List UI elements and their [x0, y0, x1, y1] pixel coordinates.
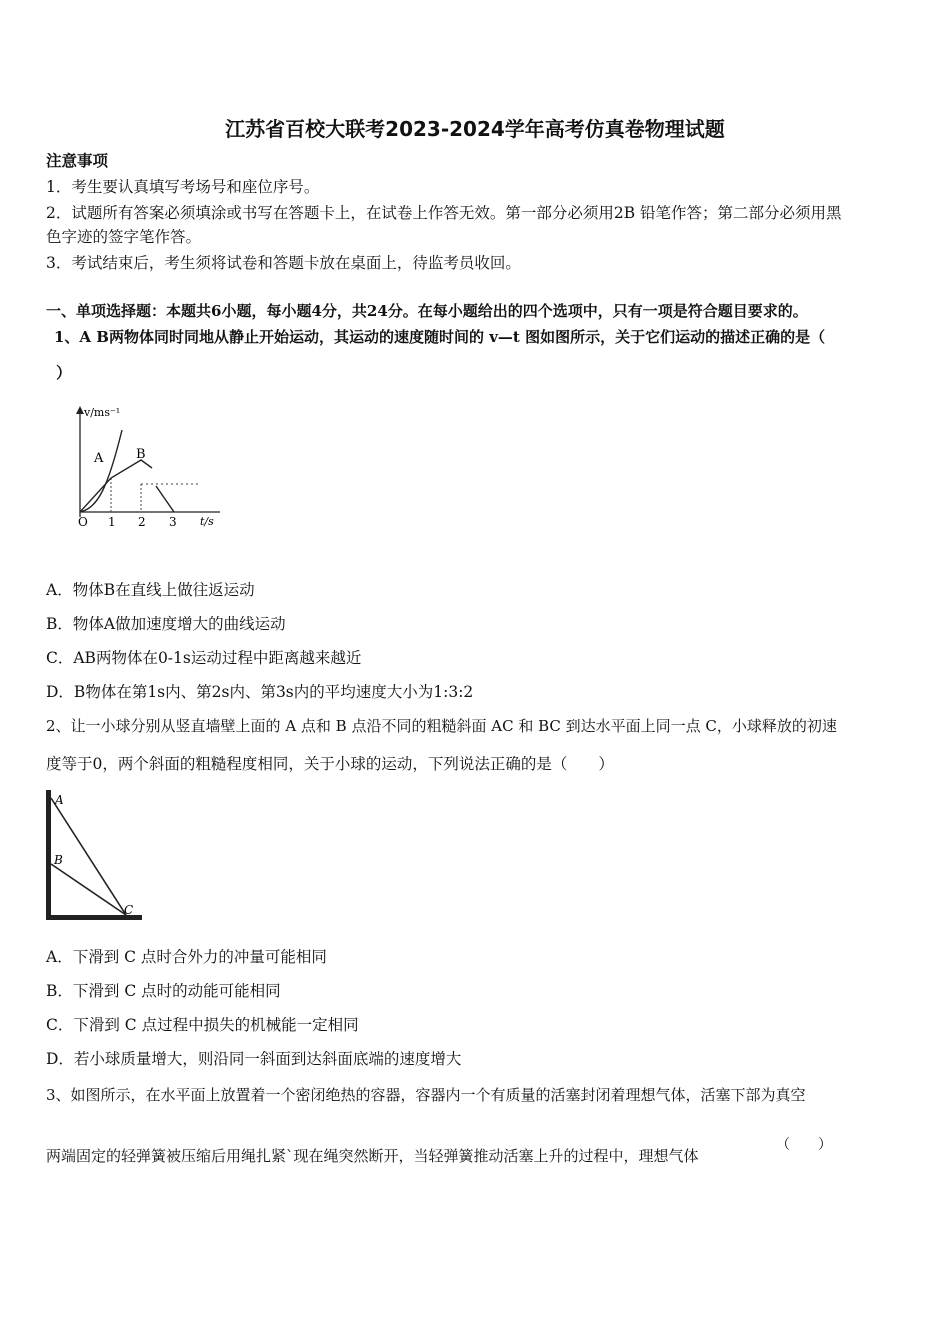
- x-axis-label: t/s: [200, 515, 214, 528]
- q2-stem-cont: 度等于0，两个斜面的粗糙程度相同，关于小球的运动，下列说法正确的是（ ）: [46, 755, 614, 773]
- line-b-label: B: [136, 447, 146, 462]
- tick-label-1: 1: [108, 515, 116, 529]
- notice-item-3: 3．考试结束后，考生须将试卷和答题卡放在桌面上，待监考员收回。: [46, 254, 521, 272]
- point-a-label: A: [55, 793, 64, 807]
- exam-title: 江苏省百校大联考2023-2024学年高考仿真卷物理试题: [225, 117, 725, 141]
- wall: [46, 790, 51, 920]
- q3-stem-cont: 两端固定的轻弹簧被压缩后用绳扎紧`现在绳突然断开，当轻弹簧推动活塞上升的过程中，理想气体: [46, 1147, 699, 1165]
- origin-label: O: [78, 515, 88, 529]
- q1-vt-graph: [70, 402, 230, 532]
- tick-label-2: 2: [138, 515, 146, 529]
- point-b-label: B: [54, 853, 63, 867]
- q2-option-b: B．下滑到 C 点时的动能可能相同: [46, 982, 281, 1000]
- notice-item-2: 2．试题所有答案必须填涂或书写在答题卡上，在试卷上作答无效。第一部分必须用2B 铅笔作答；第二部分必须用黑: [46, 204, 842, 222]
- q2-option-a: A．下滑到 C 点时合外力的冲量可能相同: [46, 948, 327, 966]
- q1-option-b: B．物体A做加速度增大的曲线运动: [46, 615, 286, 633]
- curve-a-label: A: [94, 451, 104, 466]
- q1-option-d: D．B物体在第1s内、第2s内、第3s内的平均速度大小为1:3:2: [46, 683, 474, 701]
- point-c-label: C: [124, 903, 134, 917]
- tick-label-3: 3: [169, 515, 177, 529]
- y-axis-label: v/ms⁻¹: [84, 406, 121, 419]
- q3-answer-bracket: （ ）: [776, 1137, 832, 1153]
- slope-bc: [51, 864, 126, 915]
- q1-option-c: C．AB两物体在0-1s运动过程中距离越来越近: [46, 649, 362, 667]
- q2-incline-figure: [44, 788, 144, 924]
- q2-option-c: C．下滑到 C 点过程中损失的机械能一定相同: [46, 1016, 359, 1034]
- q3-stem: 3、如图所示，在水平面上放置着一个密闭绝热的容器，容器内一个有质量的活塞封闭着理想气体，活塞下部为真空: [46, 1086, 806, 1104]
- section-heading: 一、单项选择题：本题共6小题，每小题4分，共24分。在每小题给出的四个选项中，只有一项是符合题目要求的。: [46, 302, 808, 320]
- q2-option-d: D．若小球质量增大，则沿同一斜面到达斜面底端的速度增大: [46, 1050, 462, 1068]
- q1-option-a: A．物体B在直线上做往返运动: [46, 581, 255, 599]
- notice-item-1: 1．考生要认真填写考场号和座位序号。: [46, 178, 320, 196]
- curve-a: [80, 430, 122, 512]
- b-descent: [156, 486, 174, 512]
- q2-stem: 2、让一小球分别从竖直墙壁上面的 A 点和 B 点沿不同的粗糙斜面 AC 和 BC 到达水平面上同一点 C，小球释放的初速: [46, 717, 837, 735]
- q1-stem: 1、A B两物体同时同地从静止开始运动，其运动的速度随时间的 v—t 图如图所示，关于它们运动的描述正确的是（: [54, 328, 826, 346]
- notice-item-2-cont: 色字迹的签字笔作答。: [46, 228, 202, 246]
- notice-heading: 注意事项: [46, 151, 109, 170]
- q1-stem-close: ）: [56, 363, 72, 382]
- y-axis-arrow: [76, 406, 84, 414]
